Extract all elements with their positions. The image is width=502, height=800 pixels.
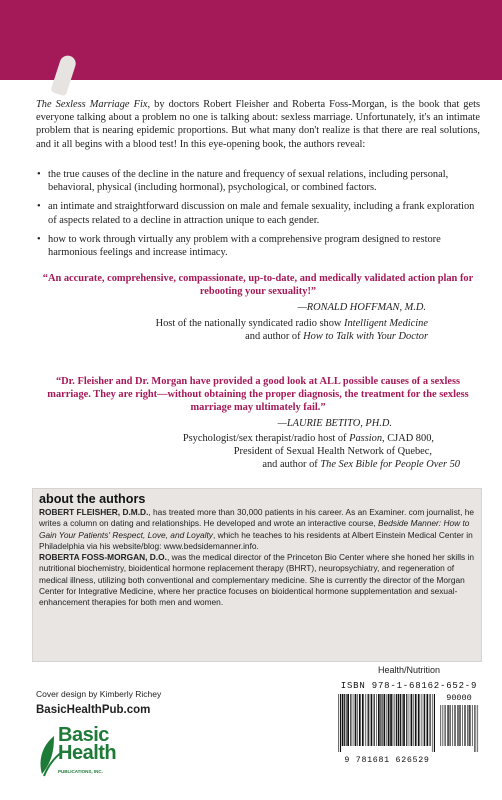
isbn-barcode — [337, 694, 435, 752]
credits — [36, 689, 161, 716]
top-color-band — [0, 0, 502, 80]
ean-digits: 9 781681 626529 — [344, 756, 430, 765]
endorser-org: President of Sexual Health Network of Quebec, — [233, 446, 432, 458]
publisher-logo — [36, 724, 156, 788]
category-label: Health/Nutrition — [377, 665, 441, 675]
cover-design-credit: Cover design by Kimberly Richey — [36, 689, 162, 699]
endorsement-hoffman — [36, 272, 480, 343]
endorsement-quote: “An accurate, comprehensive, compassionate, up-to-date, and medically validated action plan for rebooting your sexuality!” — [42, 273, 474, 298]
price-code: 90000 — [446, 693, 472, 703]
barcode-panel — [335, 662, 483, 790]
logo-subtitle: PUBLICATIONS, INC. — [58, 769, 103, 774]
list-item: • an intimate and straightforward discussion on male and female sexuality, including a frank exploration of aspects related to a decline in attraction unique to each gender. — [36, 200, 480, 226]
book-title: The Sexless Marriage Fix — [36, 99, 148, 110]
endorsement-quote: “Dr. Fleisher and Dr. Morgan have provided a good look at ALL possible causes of a sexless marriage. They are right—without obtaining the proper diagnosis, the treatment for the sexless marriage may ultimately fail.” — [47, 376, 469, 414]
logo-wordmark: Basic Health — [58, 724, 117, 764]
endorser-credit: Psychologist/sex therapist/radio host of Passion, CJAD 800, — [182, 432, 434, 444]
about-authors-text — [39, 507, 475, 609]
publisher-website: BasicHealthPub.com — [36, 704, 151, 716]
isbn-text: ISBN 978-1-68162-652-9 — [340, 681, 478, 691]
reveal-list — [36, 168, 480, 265]
endorser-book: and author of How to Talk with Your Doctor — [245, 330, 428, 342]
endorsement-betito — [36, 375, 480, 471]
list-item: • how to work through virtually any problem with a comprehensive program designed to restore harmonious feelings and increase intimacy. — [36, 233, 480, 259]
about-authors-title: about the authors — [39, 492, 146, 506]
list-item: • the true causes of the decline in the nature and frequency of sexual relations, including personal, behavioral, physical (including hormonal), psychological, or combined factors. — [36, 168, 480, 194]
endorser-name: —LAURIE BETITO, PH.D. — [277, 417, 392, 429]
author-bio-fleisher: ROBERT FLEISHER, D.M.D., has treated more than 30,000 patients in his career. As an Examiner. com journalist, he writes a column on dating and relationships. He developed and wrote an interactive course, Bedside Manner: How to Gain Your Patients' Respect, Love, and Loyalty, which he teaches to his residents at Albert Einstein Medical Center in Philadelphia via his website/blog: www.bedsidemanner.info. — [39, 507, 474, 551]
intro-text: , by doctors Robert Fleisher and Roberta Foss-Morgan, is the book that gets everyone talking about a problem no one is talking about: sexless marriage. Unfortunately, it's an intimate problem that is nearing epidemic proportions. But what many don't realize is that there are real solutions, and it all begins with a blood test! In this eye-opening book, the authors reveal: — [36, 99, 481, 150]
endorser-name: —RONALD HOFFMAN, M.D. — [297, 302, 426, 314]
endorser-book: and author of The Sex Bible for People Over 50 — [262, 459, 460, 471]
endorser-credit: Host of the nationally syndicated radio show Intelligent Medicine — [155, 317, 428, 329]
about-authors-box — [32, 488, 482, 662]
intro-paragraph — [36, 98, 480, 151]
author-bio-foss-morgan: ROBERTA FOSS-MORGAN, D.O., was the medical director of the Princeton Bio Center where she honed her skills in nutritional biochemistry, bioidentical hormone replacement therapy (BHRT), neuropsychiatry, and regeneration of medical illness, utilizing both conventional and complementary medicine. She is currently the director of the Morgan Center for Integrative Medicine, where her practice focuses on bioidentical hormone supplementation and sexual-enhancement therapies for both men and women. — [39, 552, 474, 608]
price-barcode — [439, 705, 479, 752]
